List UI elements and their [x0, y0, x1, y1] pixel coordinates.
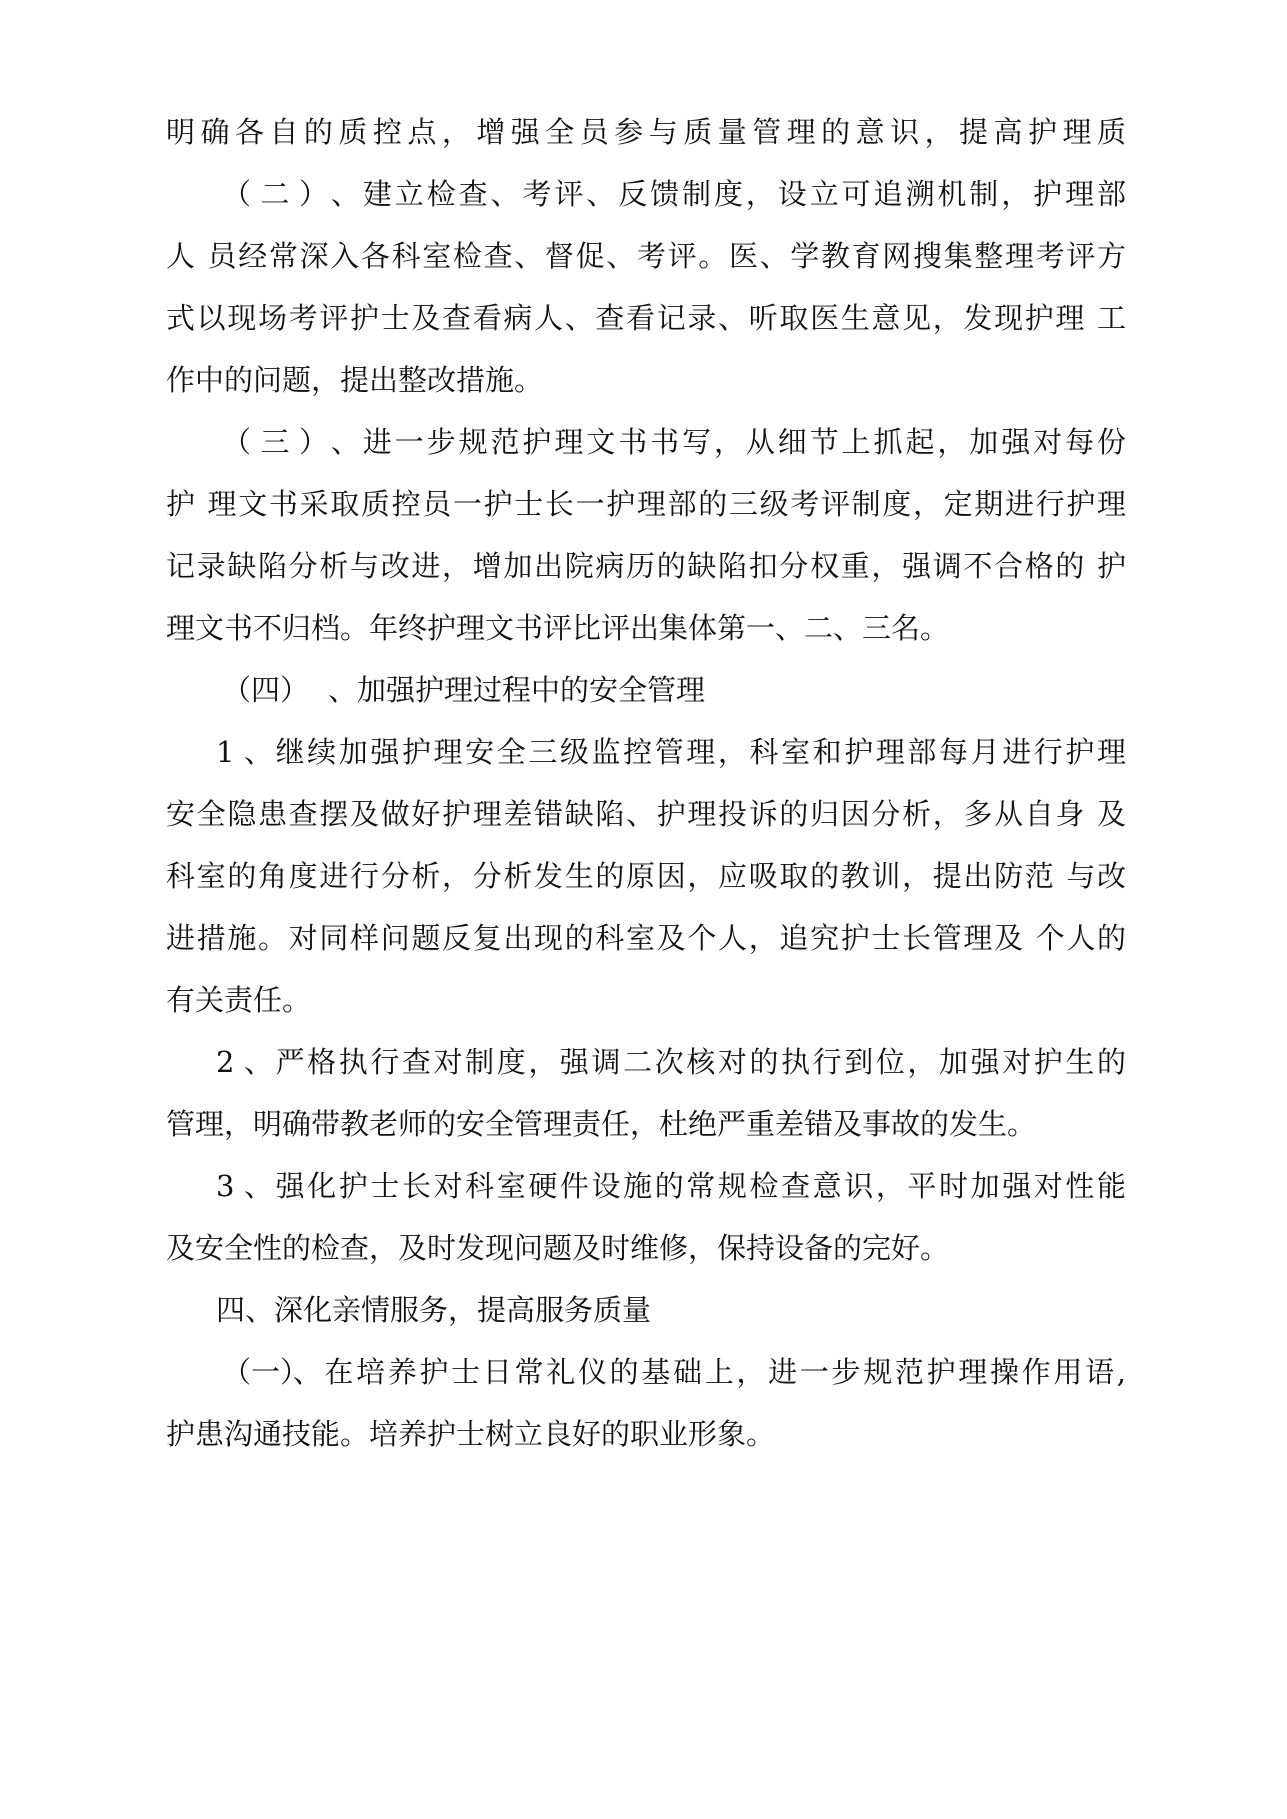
text-line: 人 员经常深入各科室检查、督促、考评。医、学教育网搜集整理考评方: [166, 239, 1126, 273]
list-number: 3、: [216, 1169, 273, 1203]
list-text: 继续加强护理安全三级监控管理，科室和护理部每月进行护理: [273, 735, 1126, 769]
text-line: 理文书不归档。年终护理文书评比评出集体第一、二、三名。: [166, 611, 950, 645]
list-text: 严格执行查对制度，强调二次核对的执行到位，加强对护生的: [273, 1045, 1126, 1079]
list-number: 1、: [216, 735, 273, 769]
section-heading-line: [222, 670, 1126, 710]
section-marker: （四）: [222, 673, 310, 707]
text-line: 作中的问题，提出整改措施。: [166, 363, 544, 397]
text-line: 有关责任。: [166, 983, 312, 1017]
list-item-line: [216, 1166, 1126, 1206]
section-marker: （二）: [222, 177, 328, 211]
list-text: 强化护士长对科室硬件设施的常规检查意识，平时加强对性能: [273, 1169, 1126, 1203]
section-marker: （三）: [222, 425, 328, 459]
text-line: 护 理文书采取质控员一护士长一护理部的三级考评制度，定期进行护理: [166, 487, 1126, 521]
section-text: 、加强护理过程中的安全管理: [328, 673, 706, 707]
list-item-line: [216, 1042, 1126, 1082]
section-heading-line: [222, 1352, 1126, 1392]
text-line: 及安全性的检查，及时发现问题及时维修，保持设备的完好。: [166, 1231, 950, 1265]
chapter-heading: 四、深化亲情服务，提高服务质量: [216, 1293, 652, 1327]
text-line: 进措施。对同样问题反复出现的科室及个人，追究护士长管理及 个人的: [166, 921, 1126, 955]
text-line: 式以现场考评护士及查看病人、查看记录、听取医生意见，发现护理 工: [166, 301, 1126, 335]
section-text: 、进一步规范护理文书书写，从细节上抓起，加强对每份: [328, 425, 1126, 459]
text-line: 护患沟通技能。培养护士树立良好的职业形象。: [166, 1417, 776, 1451]
section-text: 、在培养护士日常礼仪的基础上，进一步规范护理操作用语,: [290, 1355, 1126, 1389]
text-line: 记录缺陷分析与改进，增加出院病历的缺陷扣分权重，强调不合格的 护: [166, 549, 1126, 583]
section-marker: （一）: [222, 1355, 310, 1389]
list-item-line: [216, 732, 1126, 772]
text-line: 科室的角度进行分析，分析发生的原因，应吸取的教训，提出防范 与改: [166, 859, 1126, 893]
text-line: 安全隐患查摆及做好护理差错缺陷、护理投诉的归因分析，多从自身 及: [166, 797, 1126, 831]
text-line: 管理，明确带教老师的安全管理责任，杜绝严重差错及事故的发生。: [166, 1107, 1037, 1141]
section-text: 、建立检查、考评、反馈制度，设立可追溯机制，护理部: [328, 177, 1126, 211]
section-heading-line: [222, 174, 1126, 214]
section-heading-line: [222, 422, 1126, 462]
text-line: 明确各自的质控点，增强全员参与质量管理的意识，提高护理质: [166, 115, 1126, 149]
list-number: 2、: [216, 1045, 273, 1079]
